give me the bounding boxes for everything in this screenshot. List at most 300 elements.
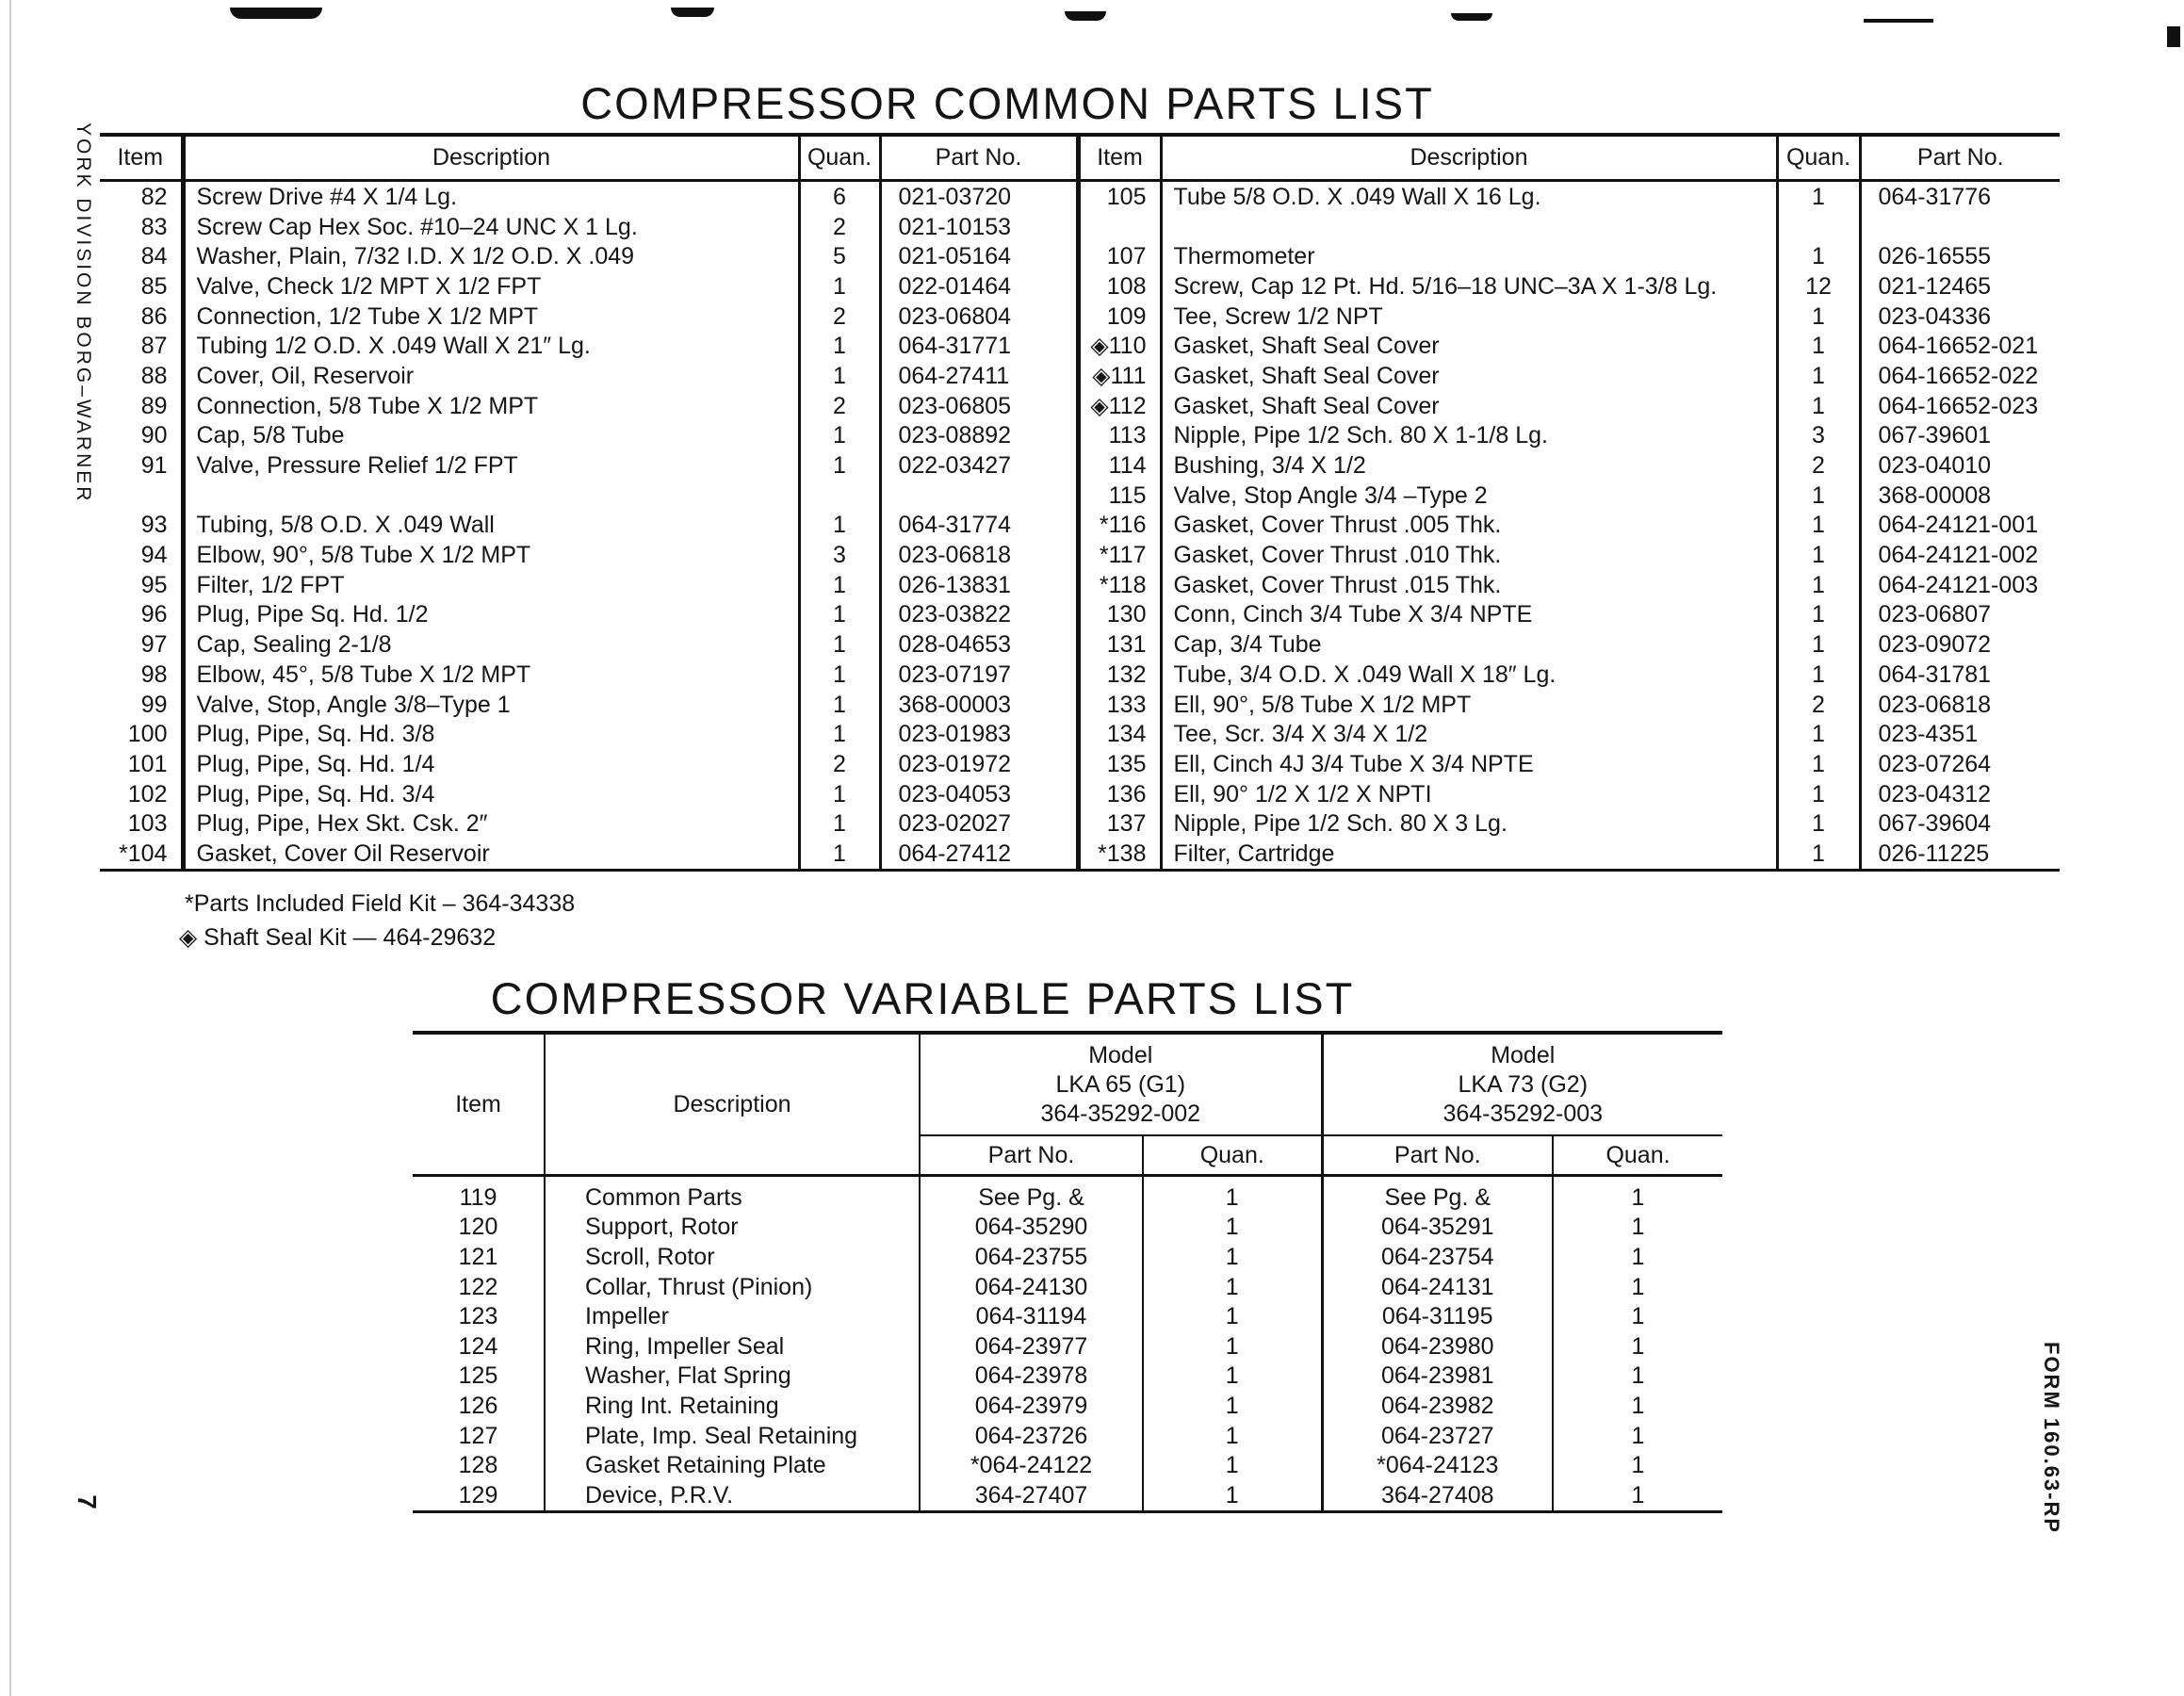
table-row bbox=[100, 481, 2060, 511]
description-cell: Plug, Pipe, Sq. Hd. 1/4 bbox=[183, 749, 799, 779]
description-cell: Conn, Cinch 3/4 Tube X 3/4 NPTE bbox=[1161, 600, 1777, 630]
quantity-cell: 1 bbox=[1553, 1362, 1722, 1392]
part-number-cell: 064-31195 bbox=[1322, 1301, 1553, 1331]
part-number-cell: 064-23726 bbox=[920, 1421, 1143, 1451]
item-cell bbox=[100, 481, 183, 511]
table-row bbox=[100, 719, 2060, 749]
quantity-cell: 1 bbox=[1553, 1391, 1722, 1421]
item-cell: *104 bbox=[100, 839, 183, 870]
description-cell: Elbow, 45°, 5/8 Tube X 1/2 MPT bbox=[183, 660, 799, 690]
description-cell bbox=[1161, 212, 1777, 242]
item-cell: 120 bbox=[458, 1214, 498, 1241]
header-model-lka73 bbox=[1322, 1033, 1722, 1135]
description-cell: Screw Drive #4 X 1/4 Lg. bbox=[183, 181, 799, 212]
item-cell: 115 bbox=[1078, 481, 1161, 511]
description-cell: Tubing, 5/8 O.D. X .049 Wall bbox=[183, 511, 799, 541]
header-quan: Quan. bbox=[1777, 135, 1860, 181]
description-cell: Connection, 5/8 Tube X 1/2 MPT bbox=[183, 391, 799, 421]
quantity-cell: 3 bbox=[1777, 421, 1860, 451]
item-cell: 89 bbox=[140, 392, 168, 419]
item-cell: 119 bbox=[459, 1183, 497, 1211]
item-cell: 97 bbox=[140, 631, 168, 659]
table-row bbox=[100, 391, 2060, 421]
description-cell: Gasket, Cover Thrust .015 Thk. bbox=[1161, 570, 1777, 600]
table-row bbox=[100, 271, 2060, 302]
item-cell: 122 bbox=[458, 1273, 498, 1300]
quantity-cell: 1 bbox=[1777, 660, 1860, 690]
quantity-cell: 1 bbox=[799, 421, 880, 451]
header-item: Item bbox=[413, 1033, 545, 1176]
part-number-cell: 064-24121-002 bbox=[1860, 540, 2060, 570]
item-cell: 99 bbox=[140, 691, 168, 718]
quantity-cell: 1 bbox=[1777, 839, 1860, 870]
part-number-cell: 064-24121-001 bbox=[1860, 511, 2060, 541]
table-row bbox=[413, 1213, 1722, 1243]
part-number-cell: 064-31781 bbox=[1860, 660, 2060, 690]
table-row bbox=[413, 1301, 1722, 1331]
description-cell: Elbow, 90°, 5/8 Tube X 1/2 MPT bbox=[183, 540, 799, 570]
description-cell: Gasket, Shaft Seal Cover bbox=[1161, 331, 1777, 361]
header-quan: Quan. bbox=[799, 135, 880, 181]
part-number-cell: 023-06804 bbox=[880, 302, 1078, 332]
model-name: LKA 65 (G1) bbox=[1055, 1070, 1186, 1098]
part-number-cell: 064-31771 bbox=[880, 331, 1078, 361]
part-number-cell: 064-31194 bbox=[920, 1301, 1143, 1331]
item-cell: 87 bbox=[140, 333, 168, 360]
quantity-cell: 1 bbox=[1143, 1213, 1322, 1243]
quantity-cell: 1 bbox=[1143, 1421, 1322, 1451]
description-cell: Nipple, Pipe 1/2 Sch. 80 X 1-1/8 Lg. bbox=[1161, 421, 1777, 451]
part-number-cell: 064-23982 bbox=[1322, 1391, 1553, 1421]
header-item: Item bbox=[100, 135, 183, 181]
description-cell: Ell, 90° 1/2 X 1/2 X NPTI bbox=[1161, 779, 1777, 809]
part-number-cell: 023-04336 bbox=[1860, 302, 2060, 332]
item-cell: 96 bbox=[140, 601, 168, 628]
description-cell: Bushing, 3/4 X 1/2 bbox=[1161, 450, 1777, 481]
item-cell: 127 bbox=[458, 1422, 498, 1449]
part-number-cell: *064-24122 bbox=[920, 1450, 1143, 1480]
item-cell: ◈110 bbox=[1078, 331, 1161, 361]
item-cell: 86 bbox=[140, 302, 168, 330]
item-cell: *116 bbox=[1078, 511, 1161, 541]
variable-parts-title: COMPRESSOR VARIABLE PARTS LIST bbox=[490, 973, 1355, 1023]
part-number-cell: 023-06818 bbox=[1860, 690, 2060, 720]
part-number-cell: 064-16652-022 bbox=[1860, 361, 2060, 391]
description-cell: Washer, Flat Spring bbox=[545, 1362, 920, 1392]
description-cell: Ring Int. Retaining bbox=[545, 1391, 920, 1421]
description-cell: Common Parts bbox=[545, 1176, 920, 1213]
item-cell: 88 bbox=[140, 362, 168, 389]
item-cell: 135 bbox=[1078, 749, 1161, 779]
description-cell: Gasket, Cover Oil Reservoir bbox=[183, 839, 799, 870]
table-row bbox=[413, 1391, 1722, 1421]
footnote-field-kit: *Parts Included Field Kit – 364-34338 bbox=[185, 890, 576, 917]
header-part-no: Part No. bbox=[920, 1135, 1143, 1176]
registration-mark bbox=[1864, 19, 1933, 23]
part-number-cell: 064-23978 bbox=[920, 1362, 1143, 1392]
header-part-no: Part No. bbox=[1322, 1135, 1553, 1176]
part-number-cell: 023-07197 bbox=[880, 660, 1078, 690]
quantity-cell: 1 bbox=[1777, 241, 1860, 271]
description-cell: Filter, Cartridge bbox=[1161, 839, 1777, 870]
part-number-cell: 023-06807 bbox=[1860, 600, 2060, 630]
quantity-cell: 1 bbox=[1777, 181, 1860, 212]
part-number-cell: 021-12465 bbox=[1860, 271, 2060, 302]
item-cell: 131 bbox=[1078, 629, 1161, 660]
header-quan: Quan. bbox=[1143, 1135, 1322, 1176]
part-number-cell: *064-24123 bbox=[1322, 1450, 1553, 1480]
quantity-cell: 1 bbox=[1143, 1480, 1322, 1511]
description-cell: Plug, Pipe, Sq. Hd. 3/4 bbox=[183, 779, 799, 809]
table-row bbox=[100, 181, 2060, 212]
part-number-cell: 023-04010 bbox=[1860, 450, 2060, 481]
quantity-cell: 1 bbox=[1777, 779, 1860, 809]
quantity-cell: 1 bbox=[1143, 1272, 1322, 1302]
part-number-cell: 368-00008 bbox=[1860, 481, 2060, 511]
description-cell: Gasket, Cover Thrust .005 Thk. bbox=[1161, 511, 1777, 541]
part-number-cell: 026-13831 bbox=[880, 570, 1078, 600]
item-cell: *118 bbox=[1078, 570, 1161, 600]
description-cell: Ell, Cinch 4J 3/4 Tube X 3/4 NPTE bbox=[1161, 749, 1777, 779]
quantity-cell: 1 bbox=[1553, 1331, 1722, 1362]
quantity-cell: 1 bbox=[1143, 1176, 1322, 1213]
item-cell: 100 bbox=[127, 721, 168, 748]
item-cell: 128 bbox=[458, 1452, 498, 1479]
part-number-cell: 064-27412 bbox=[880, 839, 1078, 870]
part-number-cell: 364-27407 bbox=[920, 1480, 1143, 1511]
part-number-cell: 064-23755 bbox=[920, 1242, 1143, 1272]
item-cell: 95 bbox=[140, 571, 168, 598]
quantity-cell: 1 bbox=[1143, 1242, 1322, 1272]
part-number-cell: 064-23980 bbox=[1322, 1331, 1553, 1362]
variable-parts-table bbox=[413, 1031, 1722, 1513]
item-cell: 113 bbox=[1078, 421, 1161, 451]
part-number-cell: 022-01464 bbox=[880, 271, 1078, 302]
description-cell: Tee, Scr. 3/4 X 3/4 X 1/2 bbox=[1161, 719, 1777, 749]
item-cell: 114 bbox=[1078, 450, 1161, 481]
part-number-cell: 028-04653 bbox=[880, 629, 1078, 660]
header-description: Description bbox=[545, 1033, 920, 1176]
footnote-shaft-seal-kit: ◈ Shaft Seal Kit — 464-29632 bbox=[179, 924, 497, 951]
quantity-cell: 1 bbox=[799, 839, 880, 870]
header-quan: Quan. bbox=[1553, 1135, 1722, 1176]
part-number-cell: See Pg. & bbox=[1322, 1176, 1553, 1213]
description-cell: Nipple, Pipe 1/2 Sch. 80 X 3 Lg. bbox=[1161, 808, 1777, 839]
header-item: Item bbox=[1078, 135, 1161, 181]
description-cell: Collar, Thrust (Pinion) bbox=[545, 1272, 920, 1302]
description-cell: Valve, Stop, Angle 3/8–Type 1 bbox=[183, 690, 799, 720]
table-row bbox=[100, 839, 2060, 870]
table-row bbox=[413, 1450, 1722, 1480]
quantity-cell: 1 bbox=[799, 600, 880, 630]
item-cell: 85 bbox=[140, 272, 168, 300]
description-cell: Valve, Check 1/2 MPT X 1/2 FPT bbox=[183, 271, 799, 302]
description-cell: Valve, Stop Angle 3/4 –Type 2 bbox=[1161, 481, 1777, 511]
quantity-cell: 1 bbox=[1553, 1301, 1722, 1331]
part-number-cell: 023-06805 bbox=[880, 391, 1078, 421]
table-header-row bbox=[100, 135, 2060, 181]
quantity-cell: 1 bbox=[799, 660, 880, 690]
item-cell: 126 bbox=[458, 1392, 498, 1419]
quantity-cell: 2 bbox=[799, 749, 880, 779]
page-number: 7 bbox=[72, 1494, 102, 1509]
model-name: LKA 73 (G2) bbox=[1458, 1070, 1589, 1098]
item-cell: 90 bbox=[140, 422, 168, 449]
table-row bbox=[100, 302, 2060, 332]
quantity-cell: 12 bbox=[1777, 271, 1860, 302]
part-number-cell: See Pg. & bbox=[920, 1176, 1143, 1213]
common-parts-body bbox=[100, 181, 2060, 871]
part-number-cell: 064-24131 bbox=[1322, 1272, 1553, 1302]
item-cell: 134 bbox=[1078, 719, 1161, 749]
part-number-cell: 064-23981 bbox=[1322, 1362, 1553, 1392]
quantity-cell: 3 bbox=[799, 540, 880, 570]
quantity-cell: 1 bbox=[1777, 540, 1860, 570]
table-row bbox=[413, 1272, 1722, 1302]
description-cell: Cap, 5/8 Tube bbox=[183, 421, 799, 451]
description-cell: Plug, Pipe, Hex Skt. Csk. 2″ bbox=[183, 808, 799, 839]
part-number-cell: 064-35290 bbox=[920, 1213, 1143, 1243]
quantity-cell: 1 bbox=[799, 629, 880, 660]
item-cell: ◈112 bbox=[1078, 391, 1161, 421]
quantity-cell: 2 bbox=[799, 302, 880, 332]
header-part-no: Part No. bbox=[880, 135, 1078, 181]
item-cell: 132 bbox=[1078, 660, 1161, 690]
table-row bbox=[100, 511, 2060, 541]
part-number-cell: 064-24121-003 bbox=[1860, 570, 2060, 600]
description-cell: Gasket Retaining Plate bbox=[545, 1450, 920, 1480]
model-label: Model bbox=[1491, 1041, 1556, 1068]
quantity-cell: 1 bbox=[1553, 1480, 1722, 1511]
registration-mark bbox=[671, 8, 714, 17]
registration-mark bbox=[1451, 13, 1492, 21]
quantity-cell: 5 bbox=[799, 241, 880, 271]
description-cell: Cover, Oil, Reservoir bbox=[183, 361, 799, 391]
quantity-cell: 1 bbox=[799, 331, 880, 361]
quantity-cell: 1 bbox=[1777, 600, 1860, 630]
part-number-cell: 021-10153 bbox=[880, 212, 1078, 242]
description-cell: Gasket, Cover Thrust .010 Thk. bbox=[1161, 540, 1777, 570]
header-description: Description bbox=[183, 135, 799, 181]
quantity-cell bbox=[1777, 212, 1860, 242]
registration-mark bbox=[1065, 11, 1106, 21]
model-number: 364-35292-003 bbox=[1442, 1100, 1604, 1127]
quantity-cell: 2 bbox=[799, 391, 880, 421]
quantity-cell: 1 bbox=[1553, 1421, 1722, 1451]
item-cell: 125 bbox=[458, 1362, 498, 1390]
item-cell: 98 bbox=[140, 660, 168, 688]
description-cell: Scroll, Rotor bbox=[545, 1242, 920, 1272]
quantity-cell bbox=[799, 481, 880, 511]
description-cell: Thermometer bbox=[1161, 241, 1777, 271]
part-number-cell: 023-02027 bbox=[880, 808, 1078, 839]
header-part-no: Part No. bbox=[1860, 135, 2060, 181]
quantity-cell: 1 bbox=[1143, 1450, 1322, 1480]
table-row bbox=[100, 808, 2060, 839]
item-cell bbox=[1078, 212, 1161, 242]
item-cell: 123 bbox=[458, 1303, 498, 1330]
description-cell: Gasket, Shaft Seal Cover bbox=[1161, 361, 1777, 391]
quantity-cell: 1 bbox=[1553, 1272, 1722, 1302]
table-row bbox=[100, 629, 2060, 660]
description-cell: Filter, 1/2 FPT bbox=[183, 570, 799, 600]
part-number-cell bbox=[880, 481, 1078, 511]
quantity-cell: 1 bbox=[1143, 1331, 1322, 1362]
quantity-cell: 1 bbox=[799, 361, 880, 391]
part-number-cell: 023-04053 bbox=[880, 779, 1078, 809]
description-cell: Plug, Pipe Sq. Hd. 1/2 bbox=[183, 600, 799, 630]
item-cell: 129 bbox=[413, 1480, 545, 1511]
part-number-cell: 022-03427 bbox=[880, 450, 1078, 481]
description-cell: Impeller bbox=[545, 1301, 920, 1331]
item-cell: 101 bbox=[127, 750, 168, 777]
description-cell: Tube 5/8 O.D. X .049 Wall X 16 Lg. bbox=[1161, 181, 1777, 212]
item-cell: *138 bbox=[1078, 839, 1161, 870]
item-cell: 83 bbox=[140, 213, 168, 240]
quantity-cell: 1 bbox=[1777, 719, 1860, 749]
quantity-cell: 1 bbox=[1777, 302, 1860, 332]
table-row bbox=[413, 1331, 1722, 1362]
registration-mark bbox=[2167, 26, 2180, 47]
description-cell: Support, Rotor bbox=[545, 1213, 920, 1243]
part-number-cell: 364-27408 bbox=[1322, 1480, 1553, 1511]
item-cell: 136 bbox=[1078, 779, 1161, 809]
description-cell: Screw, Cap 12 Pt. Hd. 5/16–18 UNC–3A X 1-3/8 Lg. bbox=[1161, 271, 1777, 302]
description-cell: Screw Cap Hex Soc. #10–24 UNC X 1 Lg. bbox=[183, 212, 799, 242]
part-number-cell: 023-06818 bbox=[880, 540, 1078, 570]
quantity-cell: 1 bbox=[1553, 1242, 1722, 1272]
quantity-cell: 1 bbox=[1777, 481, 1860, 511]
side-label-left: YORK DIVISION BORG–WARNER bbox=[73, 122, 94, 504]
table-row bbox=[100, 660, 2060, 690]
part-number-cell: 064-24130 bbox=[920, 1272, 1143, 1302]
part-number-cell: 067-39601 bbox=[1860, 421, 2060, 451]
description-cell: Plug, Pipe, Sq. Hd. 3/8 bbox=[183, 719, 799, 749]
table-row bbox=[413, 1362, 1722, 1392]
quantity-cell: 1 bbox=[1777, 331, 1860, 361]
table-row bbox=[413, 1421, 1722, 1451]
quantity-cell: 1 bbox=[1553, 1213, 1722, 1243]
header-model-lka65 bbox=[920, 1033, 1322, 1135]
quantity-cell: 1 bbox=[1777, 808, 1860, 839]
item-cell: 121 bbox=[458, 1243, 498, 1270]
table-row bbox=[100, 450, 2060, 481]
part-number-cell: 023-01983 bbox=[880, 719, 1078, 749]
quantity-cell: 1 bbox=[799, 570, 880, 600]
left-margin-line bbox=[9, 0, 11, 1696]
part-number-cell: 021-03720 bbox=[880, 181, 1078, 212]
item-cell: 137 bbox=[1078, 808, 1161, 839]
description-cell: Plate, Imp. Seal Retaining bbox=[545, 1421, 920, 1451]
part-number-cell: 023-03822 bbox=[880, 600, 1078, 630]
part-number-cell: 064-23727 bbox=[1322, 1421, 1553, 1451]
item-cell: 84 bbox=[140, 243, 168, 270]
quantity-cell: 1 bbox=[799, 808, 880, 839]
part-number-cell: 023-09072 bbox=[1860, 629, 2060, 660]
quantity-cell: 2 bbox=[1777, 450, 1860, 481]
quantity-cell: 1 bbox=[1777, 361, 1860, 391]
quantity-cell: 1 bbox=[799, 511, 880, 541]
quantity-cell: 1 bbox=[1143, 1301, 1322, 1331]
quantity-cell: 1 bbox=[1777, 511, 1860, 541]
item-cell: *117 bbox=[1078, 540, 1161, 570]
table-row bbox=[100, 690, 2060, 720]
table-row bbox=[100, 212, 2060, 242]
part-number-cell: 023-08892 bbox=[880, 421, 1078, 451]
description-cell: Tube, 3/4 O.D. X .049 Wall X 18″ Lg. bbox=[1161, 660, 1777, 690]
item-cell: 109 bbox=[1078, 302, 1161, 332]
model-label: Model bbox=[1088, 1041, 1153, 1068]
part-number-cell: 023-01972 bbox=[880, 749, 1078, 779]
quantity-cell: 1 bbox=[1553, 1176, 1722, 1213]
quantity-cell: 1 bbox=[799, 779, 880, 809]
description-cell: Cap, Sealing 2-1/8 bbox=[183, 629, 799, 660]
part-number-cell: 067-39604 bbox=[1860, 808, 2060, 839]
table-row bbox=[413, 1176, 1722, 1213]
table-row bbox=[100, 600, 2060, 630]
table-row bbox=[413, 1242, 1722, 1272]
quantity-cell: 1 bbox=[1143, 1391, 1322, 1421]
model-number: 364-35292-002 bbox=[1040, 1100, 1201, 1127]
quantity-cell: 1 bbox=[799, 690, 880, 720]
table-row bbox=[100, 331, 2060, 361]
quantity-cell: 1 bbox=[1143, 1362, 1322, 1392]
table-row bbox=[100, 779, 2060, 809]
item-cell: 124 bbox=[458, 1332, 498, 1360]
variable-parts-body bbox=[413, 1176, 1722, 1512]
description-cell: Ell, 90°, 5/8 Tube X 1/2 MPT bbox=[1161, 690, 1777, 720]
item-cell: 105 bbox=[1078, 181, 1161, 212]
item-cell: 93 bbox=[140, 512, 168, 539]
item-cell: 107 bbox=[1078, 241, 1161, 271]
part-number-cell: 023-4351 bbox=[1860, 719, 2060, 749]
quantity-cell: 2 bbox=[799, 212, 880, 242]
description-cell: Cap, 3/4 Tube bbox=[1161, 629, 1777, 660]
quantity-cell: 1 bbox=[1777, 570, 1860, 600]
table-row bbox=[100, 570, 2060, 600]
table-row bbox=[100, 421, 2060, 451]
quantity-cell: 1 bbox=[799, 450, 880, 481]
item-cell: 108 bbox=[1078, 271, 1161, 302]
table-row bbox=[100, 241, 2060, 271]
common-parts-title: COMPRESSOR COMMON PARTS LIST bbox=[580, 78, 1434, 128]
quantity-cell: 1 bbox=[799, 271, 880, 302]
part-number-cell: 064-16652-023 bbox=[1860, 391, 2060, 421]
item-cell: 82 bbox=[140, 183, 168, 210]
item-cell: 102 bbox=[127, 780, 168, 807]
item-cell: 94 bbox=[140, 542, 168, 569]
common-parts-table bbox=[100, 133, 2060, 872]
part-number-cell: 064-23977 bbox=[920, 1331, 1143, 1362]
part-number-cell: 023-07264 bbox=[1860, 749, 2060, 779]
item-cell: ◈111 bbox=[1078, 361, 1161, 391]
quantity-cell: 6 bbox=[799, 181, 880, 212]
part-number-cell bbox=[1860, 212, 2060, 242]
table-row bbox=[100, 540, 2060, 570]
part-number-cell: 021-05164 bbox=[880, 241, 1078, 271]
description-cell: Washer, Plain, 7/32 I.D. X 1/2 O.D. X .049 bbox=[183, 241, 799, 271]
description-cell: Tubing 1/2 O.D. X .049 Wall X 21″ Lg. bbox=[183, 331, 799, 361]
part-number-cell: 064-23754 bbox=[1322, 1242, 1553, 1272]
registration-mark bbox=[230, 8, 322, 19]
part-number-cell: 064-27411 bbox=[880, 361, 1078, 391]
table-header-row bbox=[413, 1033, 1722, 1135]
quantity-cell: 1 bbox=[1777, 391, 1860, 421]
description-cell: Valve, Pressure Relief 1/2 FPT bbox=[183, 450, 799, 481]
item-cell: 130 bbox=[1078, 600, 1161, 630]
quantity-cell: 1 bbox=[799, 719, 880, 749]
item-cell: 91 bbox=[140, 452, 168, 480]
